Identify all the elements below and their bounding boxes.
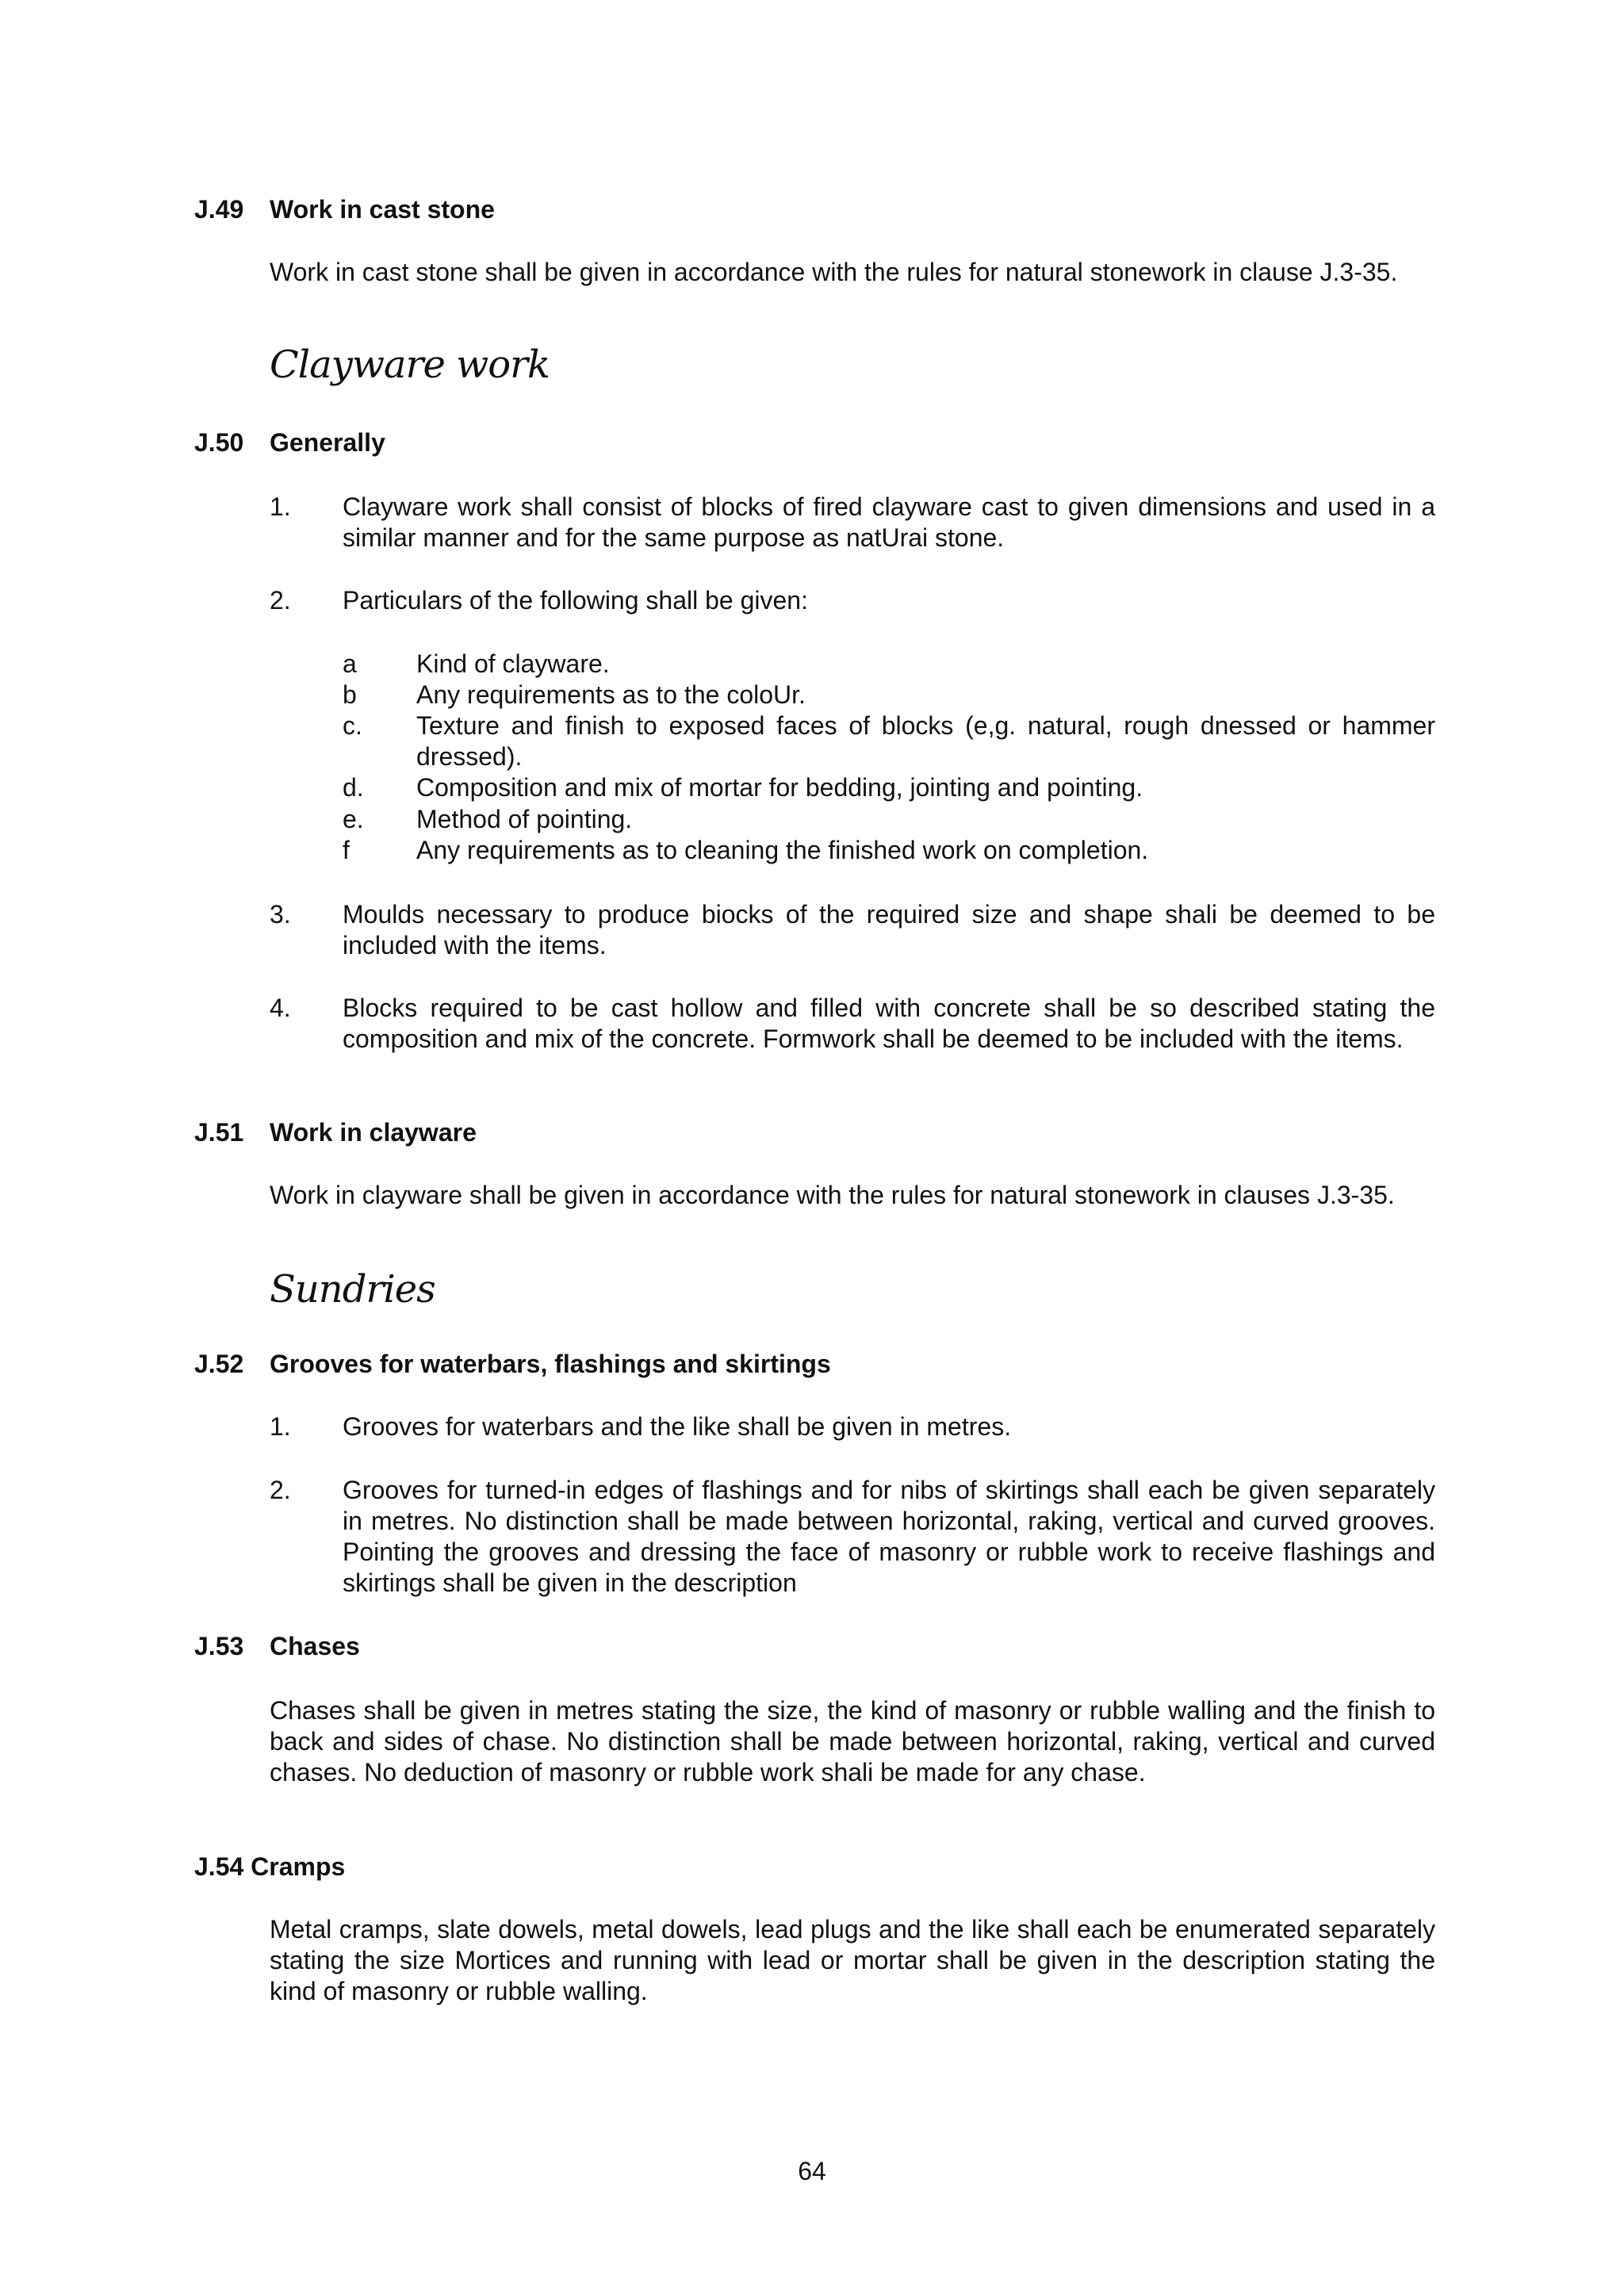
sublist-item-letter: c. bbox=[343, 711, 362, 740]
sublist-item-text: Any requirements as to the coloUr. bbox=[416, 680, 806, 709]
list-item-number: 2. bbox=[270, 586, 291, 615]
sublist-item-letter: e. bbox=[343, 805, 364, 833]
clause-text-j54: Metal cramps, slate dowels, metal dowels, lead plugs and the like shall each be enumerated separately stating the size Mortices and running with lead or mortar shall be given in the description stating the kind of masonry or rubble walling. bbox=[270, 1915, 1435, 2005]
section-heading-sundries: Sundries bbox=[270, 1267, 435, 1312]
section-heading-clayware: Clayware work bbox=[270, 343, 550, 387]
clause-title-j52: Grooves for waterbars, flashings and skirtings bbox=[270, 1350, 831, 1378]
list-item-text: Blocks required to be cast hollow and filled with concrete shall be so described stating the composition and mix of the concrete. Formwork shall be deemed to be included with the items. bbox=[343, 994, 1435, 1053]
list-item-number: 1. bbox=[270, 1412, 291, 1441]
list-item-number: 3. bbox=[270, 900, 291, 929]
list-item-number: 1. bbox=[270, 492, 291, 521]
clause-number-j53: J.53 bbox=[194, 1632, 244, 1660]
sublist-item-text: Kind of clayware. bbox=[416, 649, 610, 678]
list-item-text: Clayware work shall consist of blocks of fired clayware cast to given dimensions and used in a similar manner and for the same purpose as natUrai stone. bbox=[343, 492, 1435, 552]
clause-title-j51: Work in clayware bbox=[270, 1118, 477, 1147]
list-item-number: 4. bbox=[270, 994, 291, 1022]
sublist-item-text: Composition and mix of mortar for bedding, jointing and pointing. bbox=[416, 773, 1143, 802]
clause-text-j53: Chases shall be given in metres stating the size, the kind of masonry or rubble walling and the finish to back and sides of chase. No distinction shall be made between horizontal, raking, vertical and curved chases. No deduction of masonry or rubble work shali be made for any chase. bbox=[270, 1696, 1435, 1787]
sublist-item-letter: b bbox=[343, 680, 357, 709]
sublist-item-text: Any requirements as to cleaning the finished work on completion. bbox=[416, 836, 1149, 864]
list-item-text: Particulars of the following shall be given: bbox=[343, 586, 808, 615]
list-item-text: Grooves for waterbars and the like shall be given in metres. bbox=[343, 1412, 1012, 1441]
clause-title-j49: Work in cast stone bbox=[270, 195, 495, 224]
list-item-text: Grooves for turned-in edges of flashings and for nibs of skirtings shall each be given separately in metres. No distinction shall be made between horizontal, raking, vertical and curved grooves. Pointing the grooves and dressing the face of masonry or rubble work to receive flashings and skirtings shall be given in the description bbox=[343, 1476, 1435, 1597]
list-item-number: 2. bbox=[270, 1476, 291, 1504]
clause-number-j49: J.49 bbox=[194, 195, 244, 224]
list-item-text: Moulds necessary to produce biocks of the required size and shape shali be deemed to be included with the items. bbox=[343, 900, 1435, 959]
clause-heading-j54: J.54 Cramps bbox=[194, 1852, 346, 1881]
clause-number-j50: J.50 bbox=[194, 428, 244, 457]
clause-title-j53: Chases bbox=[270, 1632, 360, 1660]
clause-number-j51: J.51 bbox=[194, 1118, 244, 1147]
sublist-item-letter: f bbox=[343, 836, 350, 864]
clause-title-j50: Generally bbox=[270, 428, 385, 457]
clause-text-j51: Work in clayware shall be given in accordance with the rules for natural stonework in clauses J.3-35. bbox=[270, 1181, 1395, 1209]
sublist-item-letter: d. bbox=[343, 773, 364, 802]
clause-text-j49: Work in cast stone shall be given in accordance with the rules for natural stonework in clause J.3-35. bbox=[270, 258, 1398, 286]
sublist-item-letter: a bbox=[343, 649, 357, 678]
page-number: 64 bbox=[798, 2157, 826, 2185]
sublist-item-text: Method of pointing. bbox=[416, 805, 633, 833]
clause-number-j52: J.52 bbox=[194, 1350, 244, 1378]
sublist-item-text: Texture and finish to exposed faces of blocks (e,g. natural, rough dnessed or hammer dressed). bbox=[416, 711, 1435, 771]
